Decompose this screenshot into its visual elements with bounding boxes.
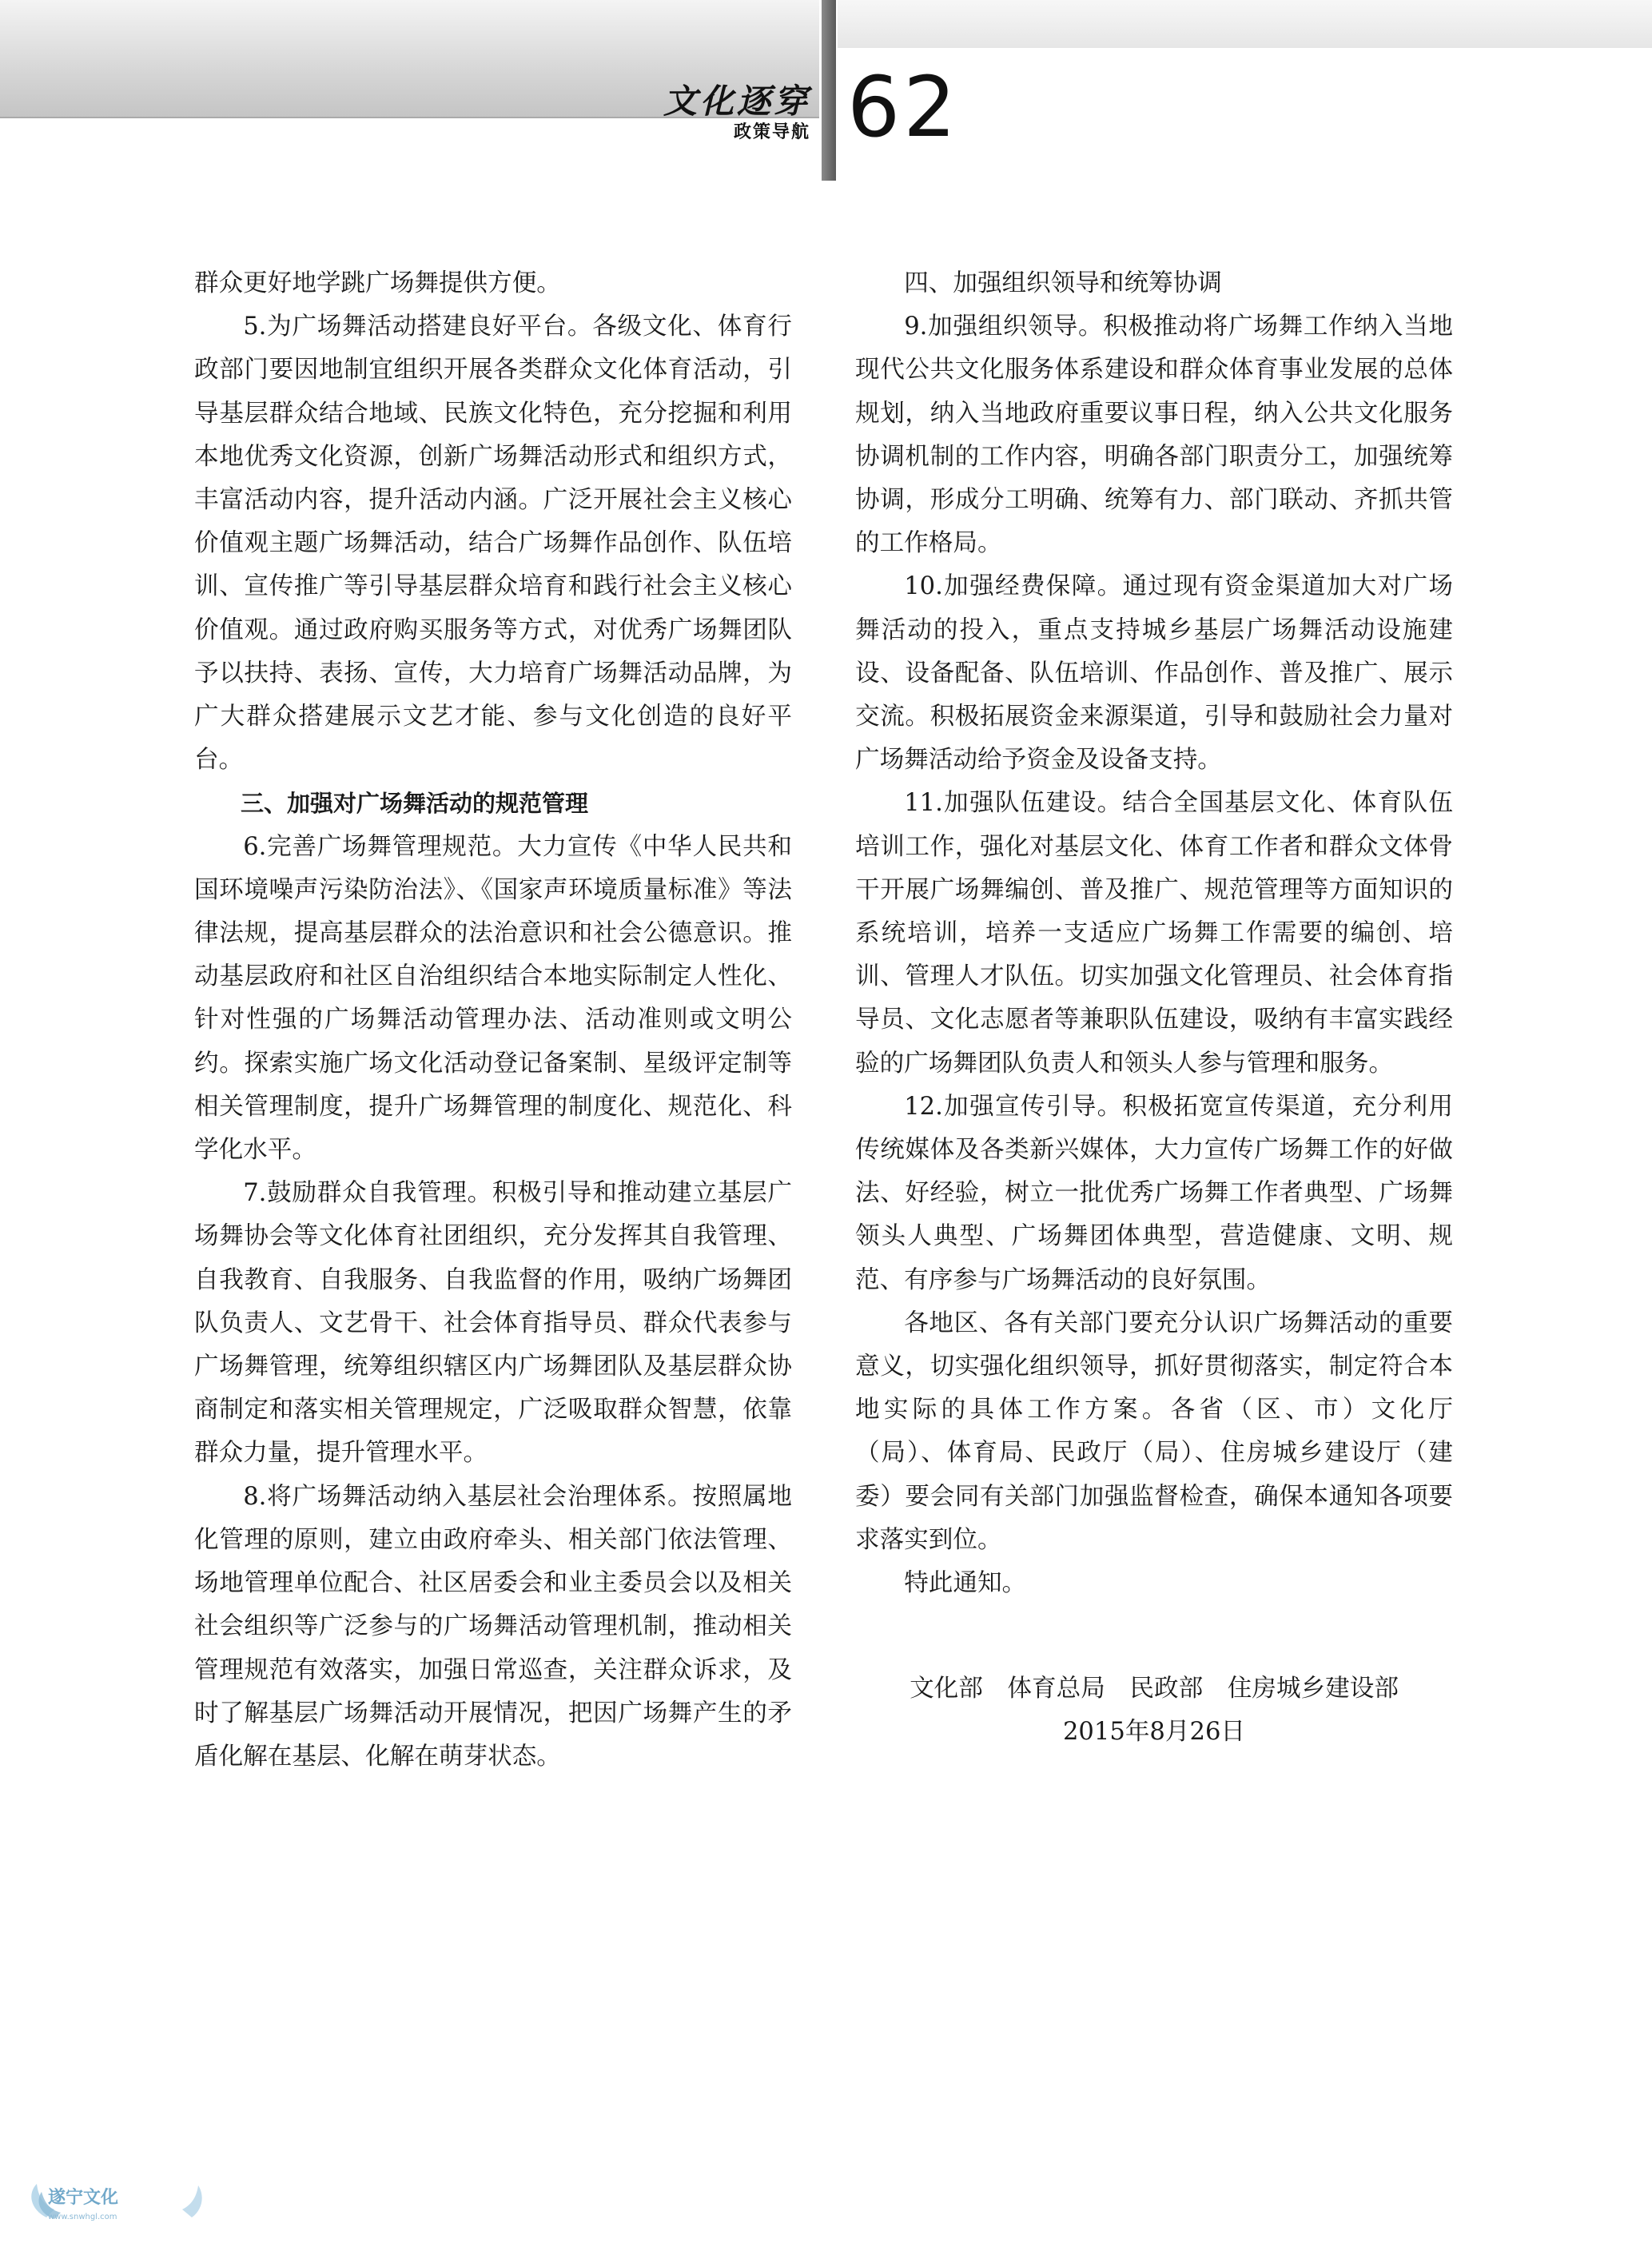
left-column [194,262,792,1779]
page-number: 62 [847,58,960,156]
section-subtitle: 政策导航 [733,122,810,142]
watermark-brand: 遂宁文化 [48,2188,119,2208]
header-background-right [838,0,1652,48]
signature-organizations: 文化部 体育总局 民政部 住房城乡建设部 [910,1675,1399,1703]
paragraph: 6.完善广场舞管理规范。大力宣传《中华人民共和国环境噪声污染防治法》、《国家声环境质量标准》等法律法规，提高基层群众的法治意识和社会公德意识。推动基层政府和社区自治组织结合本地实际制定人性化、针对性强的广场舞活动管理办法、活动准则或文明公约。探索实施广场文化活动登记备案制、星级评定制等相关管理制度，提升广场舞管理的制度化、规范化、科学化水平。 [194,832,792,1165]
paragraph: 11.加强队伍建设。结合全国基层文化、体育队伍培训工作，强化对基层文化、体育工作者和群众文体骨干开展广场舞编创、普及推广、规范管理等方面知识的系统培训，培养一支适应广场舞工作需要的编创、培训、管理人才队伍。切实加强文化管理员、社会体育指导员、文化志愿者等兼职队伍建设，吸纳有丰富实践经验的广场舞团队负责人和领头人参与管理和服务。 [855,789,1453,1078]
paragraph: 8.将广场舞活动纳入基层社会治理体系。按照属地化管理的原则，建立由政府牵头、相关部门依法管理、场地管理单位配合、社区居委会和业主委员会以及相关社会组织等广泛参与的广场舞活动管理机制，推动相关管理规范有效落实，加强日常巡查，关注群众诉求，及时了解基层广场舞活动开展情况，把因广场舞产生的矛盾化解在基层、化解在萌芽状态。 [194,1482,792,1771]
signature-date: 2015年8月26日 [1062,1718,1246,1746]
paragraph: 9.加强组织领导。积极推动将广场舞工作纳入当地现代公共文化服务体系建设和群众体育事业发展的总体规划，纳入当地政府重要议事日程，纳入公共文化服务协调机制的工作内容，明确各部门职责分工，加强统筹协调，形成分工明确、统筹有力、部门联动、齐抓共管的工作格局。 [855,313,1453,558]
watermark-url: www.snwhgl.com [48,2213,117,2221]
paragraph: 各地区、各有关部门要充分认识广场舞活动的重要意义，切实强化组织领导，抓好贯彻落实，制定符合本地实际的具体工作方案。各省（区、市）文化厅（局）、体育局、民政厅（局）、住房城乡建设厅（建委）要会同有关部门加强监督检查，确保本通知各项要求落实到位。 [855,1309,1453,1554]
closing-line: 特此通知。 [904,1569,1027,1598]
paragraph: 7.鼓励群众自我管理。积极引导和推动建立基层广场舞协会等文化体育社团组织，充分发挥其自我管理、自我教育、自我服务、自我监督的作用，吸纳广场舞团队负责人、文艺骨干、社会体育指导员、群众代表参与广场舞管理，统筹组织辖区内广场舞团队及基层群众协商制定和落实相关管理规定，广泛吸取群众智慧，依靠群众力量，提升管理水平。 [194,1179,792,1468]
right-column [855,262,1453,1605]
section-heading: 三、加强对广场舞活动的规范管理 [241,790,589,818]
paragraph: 5.为广场舞活动搭建良好平台。各级文化、体育行政部门要因地制宜组织开展各类群众文化体育活动，引导基层群众结合地域、民族文化特色，充分挖掘和利用本地优秀文化资源，创新广场舞活动形式和组织方式，丰富活动内容，提升活动内涵。广泛开展社会主义核心价值观主题广场舞活动，结合广场舞作品创作、队伍培训、宣传推广等引导基层群众培育和践行社会主义核心价值观。通过政府购买服务等方式，对优秀广场舞团队予以扶持、表扬、宣传，大力培育广场舞活动品牌，为广大群众搭建展示文艺才能、参与文化创造的良好平台。 [194,313,792,775]
paragraph: 群众更好地学跳广场舞提供方便。 [194,269,561,297]
section-heading: 四、加强组织领导和统筹协调 [904,269,1222,297]
section-title: 文化逐穿 [663,82,810,121]
header-divider-bar [822,0,836,181]
signature-block [855,1667,1453,1754]
paragraph: 10.加强经费保障。通过现有资金渠道加大对广场舞活动的投入，重点支持城乡基层广场舞活动设施建设、设备配备、队伍培训、作品创作、普及推广、展示交流。积极拓展资金来源渠道，引导和鼓励社会力量对广场舞活动给予资金及设备支持。 [855,572,1453,775]
paragraph: 12.加强宣传引导。积极拓宽宣传渠道，充分利用传统媒体及各类新兴媒体，大力宣传广场舞工作的好做法、好经验，树立一批优秀广场舞工作者典型、广场舞领头人典型、广场舞团体典型，营造健康、文明、规范、有序参与广场舞活动的良好氛围。 [855,1092,1453,1294]
